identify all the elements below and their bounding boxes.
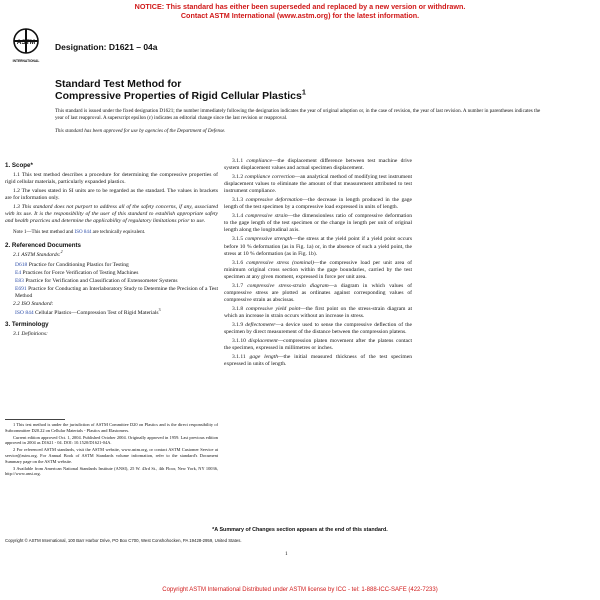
definition-number: 3.1.3 (232, 197, 244, 204)
title-text: Compressive Properties of Rigid Cellular Plastics (55, 90, 302, 102)
definition-text: —the dimensionless ratio of compressive deformation to the gage length of the test specimen or the change in length per unit of original length along the longitudinal axis. (224, 213, 413, 234)
definition-text: —an analytical method of modifying test instrument displacement values to eliminate the amount of that measurement attributed to test instrument compliance. (224, 174, 413, 195)
references-heading: 2. Referenced Documents (5, 242, 81, 250)
definition-item (224, 213, 412, 234)
definition-term: compressive stress (nominal) (246, 259, 315, 266)
footnote-3: 3 Available from American National Standards Institute (ANSI), 25 W. 43rd St., 4th Floor, New York, NY 10036, http://www.ansi.org. (5, 465, 218, 477)
left-column (5, 158, 218, 340)
astm-logo (10, 27, 42, 65)
ref-item (5, 270, 218, 277)
para-2-1 (5, 252, 218, 259)
para-2-1-text: 2.1 ASTM Standards: (13, 252, 61, 259)
superseded-notice (0, 2, 600, 20)
ref-item-iso (5, 307, 218, 317)
notice-line-1: NOTICE: This standard has either been superseded and replaced by a new version or withdrawn. (134, 2, 466, 11)
note-1-suffix: are technically equivalent. (91, 230, 146, 236)
definition-item (224, 260, 412, 281)
definition-term: compliance (246, 158, 272, 164)
para-2-1-footnote-ref[interactable]: 2 (60, 250, 63, 255)
definition-number: 3.1.9 (232, 321, 244, 328)
definition-term: displacement (248, 338, 278, 345)
definition-number: 3.1.10 (232, 338, 246, 345)
definition-term: compliance correction (244, 174, 295, 181)
summary-of-changes-note: *A Summary of Changes section appears at the end of this standard. (212, 527, 388, 533)
standard-issue-note: This standard is issued under the fixed designation D1621; the number immediately following the designation indicates the year of original adoption or, in the case of revision, the year of last revision. A number in parentheses indicates the year of last reapproval. A superscript epsilon (ε) indicates an editorial change since the last revision or reapproval. (55, 108, 541, 121)
footnote-1-edition: Current edition approved Oct. 1, 2004. Published October 2004. Originally approved in 1959. Last previous edition approved in 2004 as D1621 - 04. DOI: 10.1520/D1621-04A. (5, 434, 218, 446)
definition-term: compressive yield point (245, 305, 301, 312)
iso-code-link[interactable]: ISO 844 (15, 309, 34, 316)
definition-item (224, 338, 412, 352)
definition-term: compressive deformation (245, 197, 303, 204)
definition-text: —the stress at the yield point if a yield point occurs before 10 % deformation (as in Fig. 1a) or, in the absence of such a yield point, the stress at 10 % deformation (as in Fig. 1b). (224, 236, 412, 257)
definition-item (224, 236, 412, 257)
iso-footnote-ref[interactable]: 3 (158, 307, 161, 312)
ref-code-link[interactable]: E691 (15, 285, 27, 292)
definition-number: 3.1.2 (232, 174, 244, 181)
ref-title: Practice for Conducting an Interlaboratory Study to Determine the Precision of a Test Method (15, 285, 218, 299)
ref-title: Practice for Verification and Classification of Extensometer Systems (23, 277, 178, 284)
definition-term: deflectometer (245, 321, 276, 328)
footnote-2: 2 For referenced ASTM standards, visit the ASTM website, www.astm.org, or contact ASTM Customer Service at service@astm.org. For Annual Book of ASTM Standards volume information, refer to the standard's Document Summary page on the ASTM website. (5, 447, 218, 464)
para-2-2: 2.2 ISO Standard: (13, 300, 54, 307)
title-line-2 (55, 87, 306, 102)
definition-text: —a device used to sense the compressive deflection of the specimen by direct measurement of the distance between the compression platens. (224, 321, 412, 336)
definition-text: —compression platen movement after the platens contact the specimen, expressed in millimetres or inches. (224, 338, 412, 352)
terminology-heading: 3. Terminology (5, 320, 49, 328)
title-footnote-ref[interactable]: 1 (301, 87, 306, 97)
astm-logo-mark (10, 27, 42, 65)
definition-text: —the compressive load per unit area of minimum original cross section within the gage boundaries, carried by the test specimen at any given moment, expressed in force per unit area. (224, 259, 412, 280)
ref-code-link[interactable]: D618 (15, 261, 28, 268)
footnotes (5, 422, 218, 478)
definition-item (224, 322, 412, 336)
notice-line-2: Contact ASTM International (www.astm.org) for the latest information. (180, 11, 420, 20)
definition-number: 3.1.4 (232, 213, 244, 220)
ref-title: Practices for Force Verification of Testing Machines (21, 269, 139, 276)
scope-heading: 1. Scope* (5, 162, 33, 169)
definition-term: compressive stress-strain diagram (247, 282, 329, 289)
license-notice: Copyright ASTM International Distributed under ASTM license by ICC - tel: 1-888-ICC-SAFE (422-7233) (162, 587, 438, 593)
logo-subtext: INTERNATIONAL (12, 59, 40, 63)
definition-number: 3.1.7 (232, 282, 244, 289)
ref-item (5, 286, 218, 300)
note-1-prefix: Note 1—This test method and (13, 230, 75, 236)
definition-term: gage length (249, 354, 278, 361)
page-number: 1 (285, 551, 288, 557)
definition-number: 3.1.8 (232, 305, 244, 312)
definition-text: —the first point on the stress-strain diagram at which an increase in strain occurs without an increase in stress. (224, 305, 412, 319)
definition-text: —the displacement difference between test machine drive system displacement values and actual specimen displacement. (224, 158, 413, 172)
right-column (224, 158, 412, 370)
designation: Designation: D1621 – 04a (55, 42, 158, 52)
definition-item (224, 283, 412, 304)
title-line-1: Standard Test Method for (55, 78, 182, 90)
ref-code-link[interactable]: E4 (15, 269, 22, 276)
footnote-divider (5, 419, 65, 420)
definition-item (224, 174, 412, 195)
document-title (55, 78, 306, 102)
ref-code-link[interactable]: E83 (15, 277, 24, 284)
definition-text: —the initial measured thickness of the test specimen expressed in units of length. (224, 354, 412, 368)
ref-item (5, 278, 218, 285)
para-1-2: 1.2 The values stated in SI units are to be regarded as the standard. The values in brackets are for information only. (5, 188, 218, 202)
definition-item (224, 197, 412, 211)
note-1 (5, 229, 218, 236)
definition-number: 3.1.1 (232, 158, 244, 164)
note-1-iso-link[interactable]: ISO 844 (74, 230, 92, 236)
para-3-1: 3.1 Definitions: (13, 330, 48, 337)
ref-item (5, 262, 218, 269)
footnote-1: 1 This test method is under the jurisdiction of ASTM Committee D20 on Plastics and is the direct responsibility of Subcommittee D20.22 on Cellular Materials - Plastics and Elastomers. (5, 422, 218, 433)
logo-text: ASTM (16, 39, 36, 46)
para-1-3: 1.3 This standard does not purport to address all of the safety concerns, if any, associated with its use. It is the responsibility of the user of this standard to establish appropriate safety and health practices and determine the applicability of regulatory limitations prior to use. (5, 204, 218, 225)
definition-item (224, 354, 412, 368)
ref-title: Practice for Conditioning Plastics for Testing (27, 261, 129, 268)
definition-term: compressive strength (245, 236, 293, 243)
definition-text: —the decrease in length produced in the gage length of the test specimen by a compressive load expressed in units of length. (224, 197, 412, 211)
copyright-line: Copyright © ASTM International, 100 Barr Harbor Drive, PO Box C700, West Conshohocken, PA 19428-2959, United States. (5, 538, 242, 543)
dod-endorsement: This standard has been approved for use by agencies of the Department of Defense. (55, 128, 226, 134)
iso-title: Cellular Plastics—Compression Test of Rigid Materials (33, 309, 159, 316)
definition-item (224, 306, 412, 320)
definition-number: 3.1.5 (232, 236, 244, 243)
para-1-1: 1.1 This test method describes a procedure for determining the compressive properties of rigid cellular materials, particularly expanded plastics. (5, 172, 218, 186)
definition-text: —a diagram in which values of compressive stress are plotted as ordinates against corresponding values of compressive strain as abscissas. (224, 282, 413, 303)
definition-term: compressive strain (245, 213, 288, 220)
definition-number: 3.1.6 (232, 259, 244, 266)
definition-item (224, 158, 412, 172)
definition-number: 3.1.11 (232, 354, 246, 361)
